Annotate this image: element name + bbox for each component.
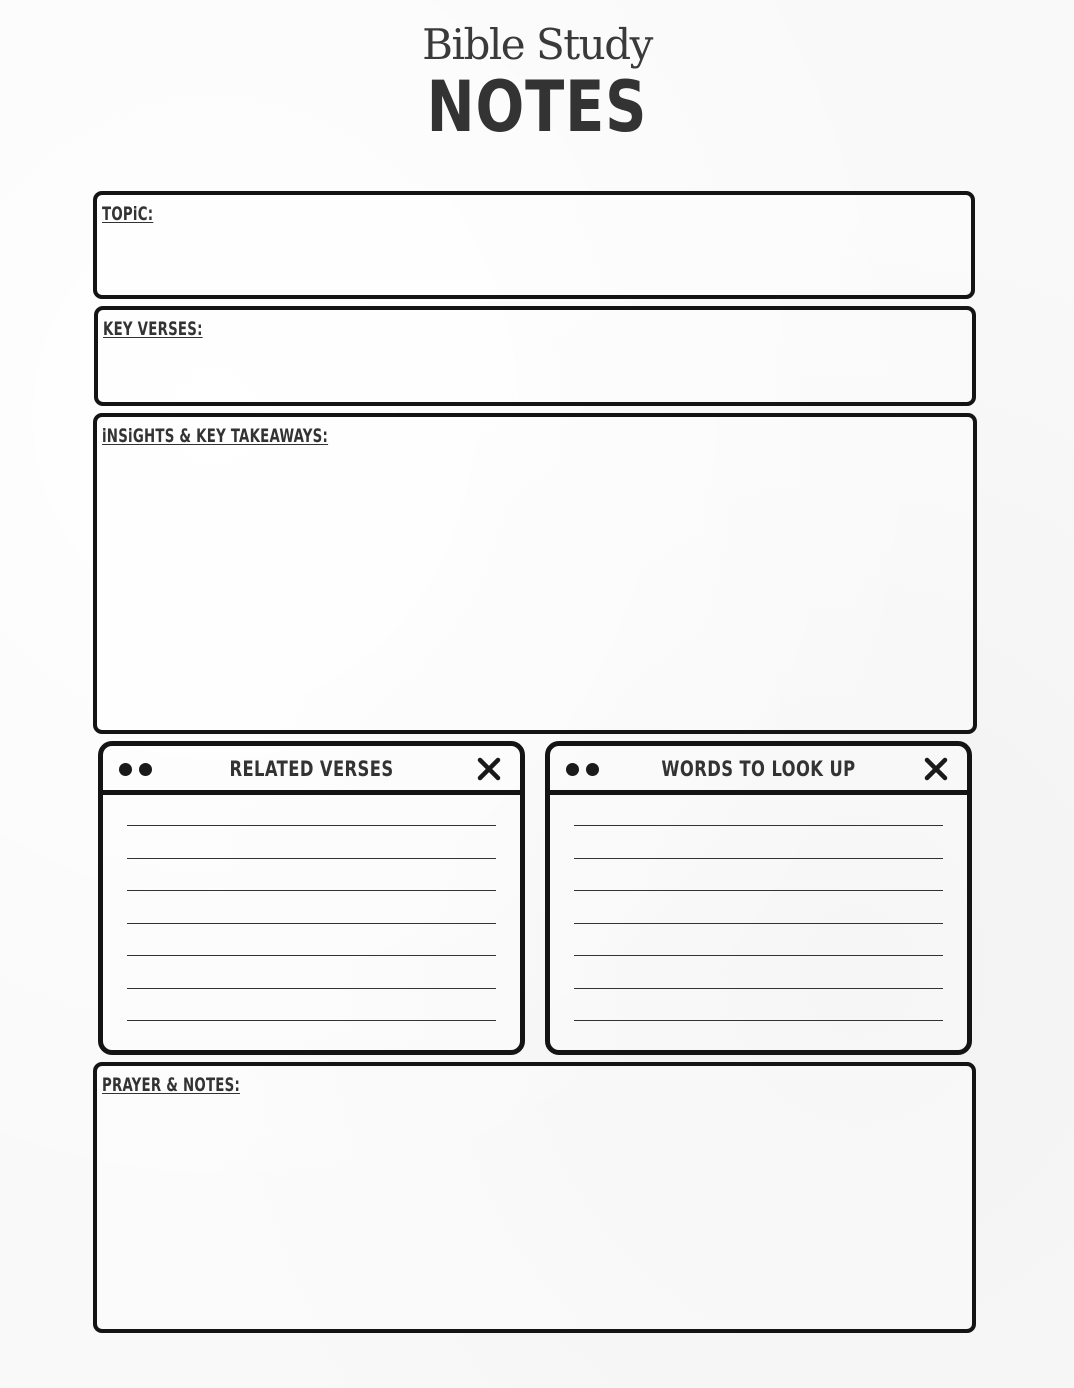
writing-line[interactable] bbox=[574, 825, 943, 826]
writing-line[interactable] bbox=[574, 955, 943, 956]
insights-label: iNSiGHTS & KEY TAKEAWAYS: bbox=[102, 425, 329, 447]
words-to-look-up-window bbox=[545, 741, 972, 1055]
words-to-look-up-header bbox=[550, 746, 967, 795]
topic-label: TOPiC: bbox=[102, 203, 154, 225]
close-icon[interactable] bbox=[923, 756, 949, 782]
writing-line[interactable] bbox=[127, 1020, 496, 1021]
prayer-notes-box[interactable] bbox=[93, 1062, 976, 1333]
words-to-look-up-title: WORDS TO LOOK UP bbox=[661, 757, 856, 781]
close-icon[interactable] bbox=[476, 756, 502, 782]
writing-line[interactable] bbox=[127, 988, 496, 989]
prayer-notes-label: PRAYER & NOTES: bbox=[102, 1074, 241, 1096]
key-verses-label: KEY VERSES: bbox=[103, 318, 203, 340]
writing-line[interactable] bbox=[574, 988, 943, 989]
related-verses-title: RELATED VERSES bbox=[229, 757, 394, 781]
topic-box[interactable] bbox=[93, 191, 975, 299]
writing-line[interactable] bbox=[127, 858, 496, 859]
dot-icon bbox=[119, 763, 132, 776]
writing-line[interactable] bbox=[574, 1020, 943, 1021]
writing-line[interactable] bbox=[127, 955, 496, 956]
writing-line[interactable] bbox=[574, 858, 943, 859]
insights-box[interactable] bbox=[93, 413, 977, 734]
key-verses-box[interactable] bbox=[94, 306, 976, 406]
title-notes: NOTES bbox=[426, 66, 648, 148]
writing-line[interactable] bbox=[574, 923, 943, 924]
writing-line[interactable] bbox=[127, 923, 496, 924]
title-bible-study: Bible Study bbox=[422, 20, 652, 69]
writing-line[interactable] bbox=[127, 890, 496, 891]
related-verses-header bbox=[103, 746, 520, 795]
writing-line[interactable] bbox=[574, 890, 943, 891]
writing-line[interactable] bbox=[127, 825, 496, 826]
related-verses-window bbox=[98, 741, 525, 1055]
dot-icon bbox=[566, 763, 579, 776]
